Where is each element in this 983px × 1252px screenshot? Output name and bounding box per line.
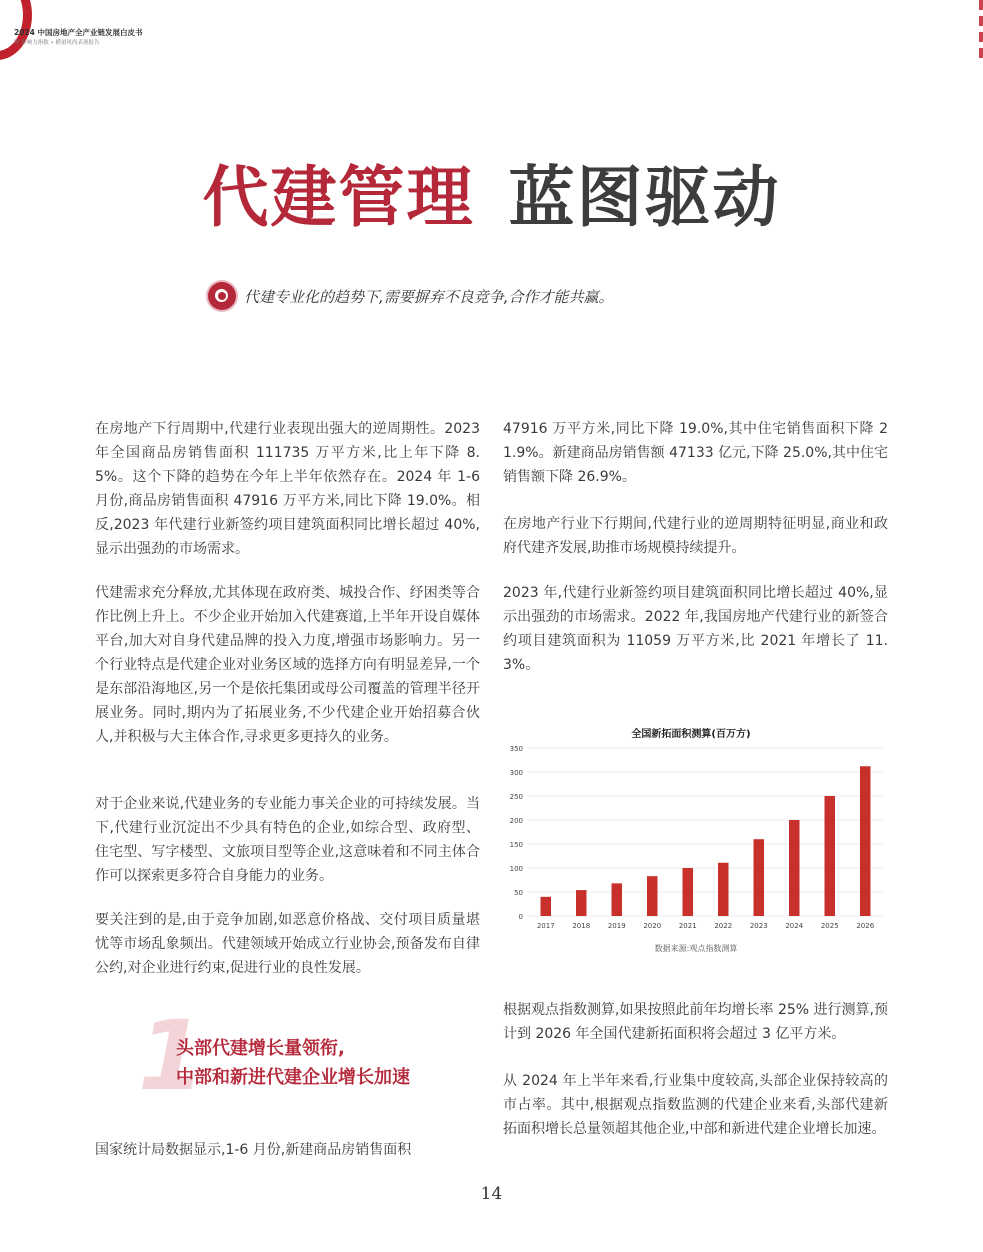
left-paragraph-2: 代建需求充分释放,尤其体现在政府类、城投合作、纾困类等合作比例上升上。不少企业开始加入代建赛道,上半年开设自媒体平台,加大对自身代建品牌的投入力度,增强市场影响力。另一个行业特点是代建企业对业务区域的选择方向有明显差异,一个是东部沿海地区,另一个是依托集团或母公司覆盖的管理半径开展业务。同时,期内为了拓展业务,不少代建企业开始招募合伙人,并积极与大主体合作,寻求更多更持久的业务。: [95, 585, 480, 745]
chart-source: 数据来源:观点指数测算: [654, 944, 738, 953]
x-tick-label: 2023: [749, 922, 768, 930]
title-gray: 蓝图驱动: [508, 159, 781, 236]
x-tick-label: 2026: [856, 922, 875, 930]
y-tick-label: 300: [509, 769, 523, 777]
chart-bar-2023: [754, 839, 765, 916]
chart-bar-2017: [541, 897, 552, 916]
left-bottom-paragraph: 国家统计局数据显示,1-6 月份,新建商品房销售面积: [95, 1142, 412, 1158]
y-tick-label: 200: [509, 817, 523, 825]
page-number: 14: [480, 1184, 503, 1204]
chart-bar-2019: [612, 883, 623, 916]
right-bottom-paragraph-2: 从 2024 年上半年来看,行业集中度较高,头部企业保持较高的市占率。其中,根据观点指数监测的代建企业来看,头部代建新拓面积增长总量领超其他企业,中部和新进代建企业增长加速。: [503, 1073, 888, 1137]
right-paragraph-3: 2023 年,代建行业新签约项目建筑面积同比增长超过 40%,显示出强劲的市场需求。2022 年,我国房地产代建行业的新签合约项目建筑面积为 11059 万平方米,比 2021 年增长了 11.3%。: [503, 585, 888, 673]
left-paragraph-1: 在房地产下行周期中,代建行业表现出强大的逆周期性。2023 年全国商品房销售面积 111735 万平方米,比上年下降 8.5%。这个下降的趋势在今年上半年依然存在。2024 年 1-6 月份,商品房销售面积 47916 万平方米,同比下降 19.0%。相反,2023 年代建行业新签约项目建筑面积同比增长超过 40%,显示出强劲的市场需求。: [95, 421, 480, 557]
chart-bar-2020: [647, 876, 658, 916]
x-tick-label: 2018: [572, 922, 591, 930]
section-number: 1: [138, 1000, 205, 1112]
y-tick-label: 0: [518, 913, 523, 921]
x-tick-label: 2021: [678, 922, 697, 930]
right-edge-decoration: [977, 0, 983, 72]
chart-title: 全国新拓面积测算(百万方): [631, 729, 751, 740]
section-heading-line2: 中部和新进代建企业增长加速: [176, 1067, 410, 1088]
chart-bar-2026: [860, 766, 871, 916]
page-title: [0, 144, 983, 239]
chart-bar-2021: [683, 868, 694, 916]
chart-bar-2022: [718, 863, 729, 916]
x-tick-label: 2025: [820, 922, 839, 930]
x-tick-label: 2017: [536, 922, 555, 930]
quote-icon: [208, 282, 236, 310]
x-tick-label: 2024: [785, 922, 804, 930]
x-tick-label: 2019: [607, 922, 626, 930]
section-heading-line1: 头部代建增长量领衔,: [176, 1038, 345, 1059]
x-tick-label: 2020: [643, 922, 662, 930]
section-heading: [176, 1034, 410, 1092]
x-tick-label: 2022: [714, 922, 733, 930]
y-tick-label: 350: [509, 745, 523, 753]
right-paragraph-2: 在房地产行业下行期间,代建行业的逆周期特征明显,商业和政府代建齐发展,助推市场规模持续提升。: [503, 516, 888, 556]
bar-chart: [503, 718, 888, 963]
header-title: 2024 中国房地产全产业链发展白皮书: [14, 28, 143, 37]
y-tick-label: 100: [509, 865, 523, 873]
y-tick-label: 250: [509, 793, 523, 801]
chart-bar-2024: [789, 820, 800, 916]
y-tick-label: 150: [509, 841, 523, 849]
header-subtitle: 暨 影响力指数 • 横量风尚表现报告: [14, 40, 100, 46]
right-paragraph-1: 47916 万平方米,同比下降 19.0%,其中住宅销售面积下降 21.9%。新建商品房销售额 47133 亿元,下降 25.0%,其中住宅销售额下降 26.9%。: [503, 421, 888, 485]
chart-bar-2018: [576, 890, 587, 916]
tagline: 代建专业化的趋势下,需要摒弃不良竞争,合作才能共赢。: [244, 288, 614, 306]
y-tick-label: 50: [514, 889, 523, 897]
title-red: 代建管理: [202, 159, 475, 236]
chart-bar-2025: [825, 796, 836, 916]
left-paragraph-4: 要关注到的是,由于竞争加剧,如恶意价格战、交付项目质量堪忧等市场乱象频出。代建领域开始成立行业协会,预备发布自律公约,对企业进行约束,促进行业的良性发展。: [95, 912, 480, 976]
left-paragraph-3: 对于企业来说,代建业务的专业能力事关企业的可持续发展。当下,代建行业沉淀出不少具有特色的企业,如综合型、政府型、住宅型、写字楼型、文旅项目型等企业,这意味着和不同主体合作可以探索更多符合自身能力的业务。: [95, 796, 480, 884]
right-bottom-paragraph-1: 根据观点指数测算,如果按照此前年均增长率 25% 进行测算,预计到 2026 年全国代建新拓面积将会超过 3 亿平方米。: [503, 1002, 888, 1042]
